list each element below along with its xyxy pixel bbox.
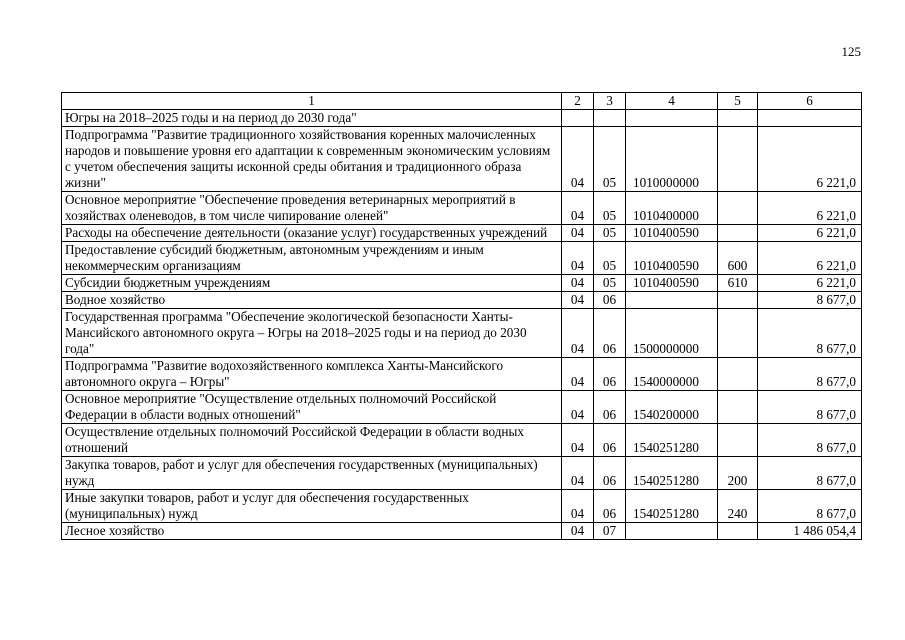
row-expense-type-cell: 200 [718, 457, 758, 490]
row-section-cell: 04 [562, 225, 594, 242]
row-target-code-cell: 1010400590 [626, 242, 718, 275]
row-name-cell: Югры на 2018–2025 годы и на период до 2030 года" [62, 110, 562, 127]
row-name-cell: Иные закупки товаров, работ и услуг для обеспечения государственных (муниципальных) нужд [62, 490, 562, 523]
table-row [62, 358, 862, 391]
row-name-cell: Подпрограмма "Развитие водохозяйственного комплекса Ханты-Мансийского автономного округа – Югры" [62, 358, 562, 391]
row-target-code-cell: 1010400590 [626, 225, 718, 242]
row-expense-type-cell: 610 [718, 275, 758, 292]
row-target-code-cell: 1010400590 [626, 275, 718, 292]
table-row [62, 275, 862, 292]
row-subsection-cell: 05 [594, 242, 626, 275]
row-expense-type-cell [718, 225, 758, 242]
row-target-code-cell: 1540251280 [626, 457, 718, 490]
row-subsection-cell: 05 [594, 127, 626, 192]
header-cell-sum: 6 [758, 93, 862, 110]
table-row [62, 391, 862, 424]
row-expense-type-cell [718, 110, 758, 127]
row-name-cell: Закупка товаров, работ и услуг для обеспечения государственных (муниципальных) нужд [62, 457, 562, 490]
row-section-cell: 04 [562, 457, 594, 490]
row-expense-type-cell [718, 358, 758, 391]
row-amount-cell: 6 221,0 [758, 242, 862, 275]
table-header-row [62, 93, 862, 110]
header-cell-pr: 3 [594, 93, 626, 110]
row-section-cell [562, 110, 594, 127]
row-target-code-cell [626, 523, 718, 540]
row-subsection-cell: 06 [594, 292, 626, 309]
header-cell-vr: 5 [718, 93, 758, 110]
table-row [62, 490, 862, 523]
row-expense-type-cell [718, 192, 758, 225]
table-row [62, 110, 862, 127]
row-target-code-cell: 1540251280 [626, 490, 718, 523]
budget-table [61, 92, 862, 540]
table-row [62, 242, 862, 275]
row-subsection-cell: 06 [594, 391, 626, 424]
row-amount-cell: 8 677,0 [758, 457, 862, 490]
row-target-code-cell: 1500000000 [626, 309, 718, 358]
row-amount-cell: 6 221,0 [758, 127, 862, 192]
row-amount-cell: 8 677,0 [758, 424, 862, 457]
row-amount-cell [758, 110, 862, 127]
table-row [62, 523, 862, 540]
row-target-code-cell [626, 292, 718, 309]
row-name-cell: Осуществление отдельных полномочий Российской Федерации в области водных отношений [62, 424, 562, 457]
row-expense-type-cell [718, 292, 758, 309]
table-row [62, 192, 862, 225]
row-section-cell: 04 [562, 391, 594, 424]
row-amount-cell: 6 221,0 [758, 225, 862, 242]
row-target-code-cell: 1540200000 [626, 391, 718, 424]
row-section-cell: 04 [562, 192, 594, 225]
row-amount-cell: 6 221,0 [758, 192, 862, 225]
row-subsection-cell: 05 [594, 192, 626, 225]
row-section-cell: 04 [562, 242, 594, 275]
row-section-cell: 04 [562, 523, 594, 540]
row-name-cell: Лесное хозяйство [62, 523, 562, 540]
row-amount-cell: 6 221,0 [758, 275, 862, 292]
row-section-cell: 04 [562, 309, 594, 358]
row-expense-type-cell [718, 127, 758, 192]
header-cell-rz: 2 [562, 93, 594, 110]
row-expense-type-cell [718, 391, 758, 424]
row-section-cell: 04 [562, 358, 594, 391]
row-name-cell: Подпрограмма "Развитие традиционного хозяйствования коренных малочисленных народов и повышение уровня его адаптации к современным экономическим условиям с учетом обеспечения защиты исконной среды обитания и традиционного образа жизни" [62, 127, 562, 192]
row-section-cell: 04 [562, 292, 594, 309]
row-amount-cell: 8 677,0 [758, 358, 862, 391]
row-amount-cell: 8 677,0 [758, 292, 862, 309]
row-name-cell: Основное мероприятие "Обеспечение проведения ветеринарных мероприятий в хозяйствах оленеводов, в том числе чипирование оленей" [62, 192, 562, 225]
row-amount-cell: 8 677,0 [758, 309, 862, 358]
row-target-code-cell: 1540000000 [626, 358, 718, 391]
row-section-cell: 04 [562, 490, 594, 523]
row-expense-type-cell [718, 424, 758, 457]
row-subsection-cell [594, 110, 626, 127]
header-cell-name: 1 [62, 93, 562, 110]
row-expense-type-cell [718, 309, 758, 358]
row-subsection-cell: 05 [594, 225, 626, 242]
table-row [62, 424, 862, 457]
page-number: 125 [841, 44, 861, 59]
table-row [62, 127, 862, 192]
row-name-cell: Основное мероприятие "Осуществление отдельных полномочий Российской Федерации в области водных отношений" [62, 391, 562, 424]
row-subsection-cell: 06 [594, 309, 626, 358]
row-subsection-cell: 07 [594, 523, 626, 540]
row-subsection-cell: 06 [594, 358, 626, 391]
row-target-code-cell: 1010400000 [626, 192, 718, 225]
table-row [62, 225, 862, 242]
row-target-code-cell: 1540251280 [626, 424, 718, 457]
row-section-cell: 04 [562, 424, 594, 457]
row-subsection-cell: 05 [594, 275, 626, 292]
row-section-cell: 04 [562, 275, 594, 292]
row-name-cell: Государственная программа "Обеспечение экологической безопасности Ханты-Мансийского автономного округа – Югры на 2018–2025 годы и на период до 2030 года" [62, 309, 562, 358]
row-expense-type-cell [718, 523, 758, 540]
row-expense-type-cell: 600 [718, 242, 758, 275]
row-name-cell: Субсидии бюджетным учреждениям [62, 275, 562, 292]
row-expense-type-cell: 240 [718, 490, 758, 523]
row-subsection-cell: 06 [594, 490, 626, 523]
row-section-cell: 04 [562, 127, 594, 192]
table-row [62, 457, 862, 490]
row-subsection-cell: 06 [594, 457, 626, 490]
row-amount-cell: 1 486 054,4 [758, 523, 862, 540]
row-name-cell: Расходы на обеспечение деятельности (оказание услуг) государственных учреждений [62, 225, 562, 242]
table-row [62, 292, 862, 309]
row-target-code-cell [626, 110, 718, 127]
row-name-cell: Водное хозяйство [62, 292, 562, 309]
table-row [62, 309, 862, 358]
row-name-cell: Предоставление субсидий бюджетным, автономным учреждениям и иным некоммерческим организациям [62, 242, 562, 275]
row-subsection-cell: 06 [594, 424, 626, 457]
row-amount-cell: 8 677,0 [758, 391, 862, 424]
header-cell-csr: 4 [626, 93, 718, 110]
row-target-code-cell: 1010000000 [626, 127, 718, 192]
row-amount-cell: 8 677,0 [758, 490, 862, 523]
